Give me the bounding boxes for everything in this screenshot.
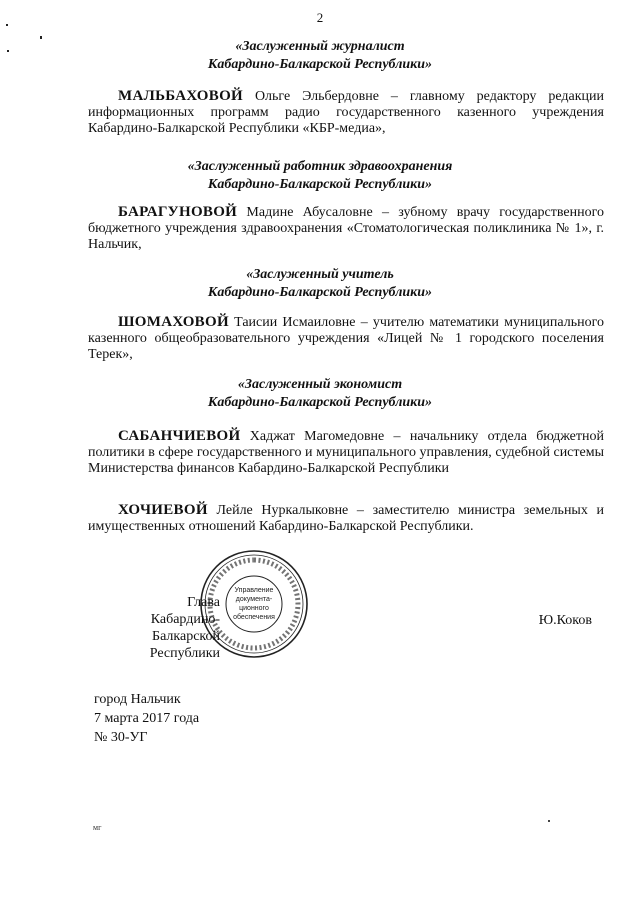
corner-mark: мг: [93, 823, 102, 832]
award-paragraph: [88, 314, 604, 363]
decree-number: № 30-УГ: [94, 730, 148, 745]
awardee-surname: БАРАГУНОВОЙ: [118, 204, 238, 220]
scan-speck: [40, 36, 42, 39]
awardee-surname: ХОЧИЕВОЙ: [118, 502, 208, 518]
award-title-journalist: [60, 38, 580, 74]
award-paragraph: [88, 204, 604, 253]
issue-date: 7 марта 2017 года: [94, 711, 200, 726]
page-number: 2: [316, 10, 324, 25]
seal-text: обеспечения: [233, 614, 275, 621]
awardee-details: Таисии Исмаиловне – учителю математики муниципального казенного общеобразовательного учреждения «Лицей № 1 городского поселения Терек»,: [88, 315, 604, 362]
signatory-title: [90, 594, 220, 662]
seal-text: Управление: [234, 587, 274, 594]
awardee-surname: МАЛЬБАХОВОЙ: [118, 88, 244, 104]
award-title-line: «Заслуженный учитель: [246, 267, 394, 282]
award-paragraph: [88, 88, 604, 137]
award-title-line: «Заслуженный журналист: [235, 39, 405, 54]
signatory-title-line: Глава: [187, 595, 220, 610]
awardee-surname: САБАНЧИЕВОЙ: [118, 428, 241, 444]
awardee-surname: ШОМАХОВОЙ: [118, 314, 229, 330]
awardee-details: Хаджат Магомедовне – начальнику отдела бюджетной политики в сфере государственного и муниципального управления, судебной системы Министерства финансов Кабардино-Балкарской Республики: [88, 429, 604, 476]
award-title-line: «Заслуженный экономист: [237, 377, 403, 392]
scan-speck: [6, 24, 8, 26]
awardee-details: Мадине Абусаловне – зубному врачу государственного бюджетного учреждения здравоохранения «Стоматологическая поликлиника № 1», г. Нальчик,: [88, 205, 604, 252]
award-title-line: Кабардино-Балкарской Республики»: [207, 395, 433, 410]
signatory-name: Ю.Коков: [538, 613, 592, 628]
award-title-line: «Заслуженный работник здравоохранения: [187, 159, 453, 174]
document-footer: [94, 690, 199, 747]
award-title-health: [60, 158, 580, 194]
award-title-line: Кабардино-Балкарской Республики»: [207, 285, 433, 300]
award-title-line: Кабардино-Балкарской Республики»: [207, 57, 433, 72]
signatory-title-line: Республики: [149, 646, 220, 661]
award-title-economist: [60, 376, 580, 412]
awardee-details: Ольге Эльбердовне – главному редактору редакции информационных программ радио государственного казенного учреждения Кабардино-Балкарской Республики «КБР-медиа»,: [88, 89, 604, 136]
scan-speck: [548, 820, 550, 822]
award-paragraph: [88, 428, 604, 477]
award-title-teacher: [60, 266, 580, 302]
seal-text: документа-: [235, 596, 273, 603]
seal-text: ционного: [239, 605, 269, 612]
issue-city: город Нальчик: [94, 692, 181, 707]
awardee-details: Лейле Нуркалыковне – заместителю министра земельных и имущественных отношений Кабардино-Балкарской Республики.: [88, 503, 604, 534]
scan-speck: [7, 50, 9, 52]
award-paragraph: [88, 502, 604, 535]
award-title-line: Кабардино-Балкарской Республики»: [207, 177, 433, 192]
signatory-title-line: Кабардино-Балкарской: [150, 612, 220, 644]
